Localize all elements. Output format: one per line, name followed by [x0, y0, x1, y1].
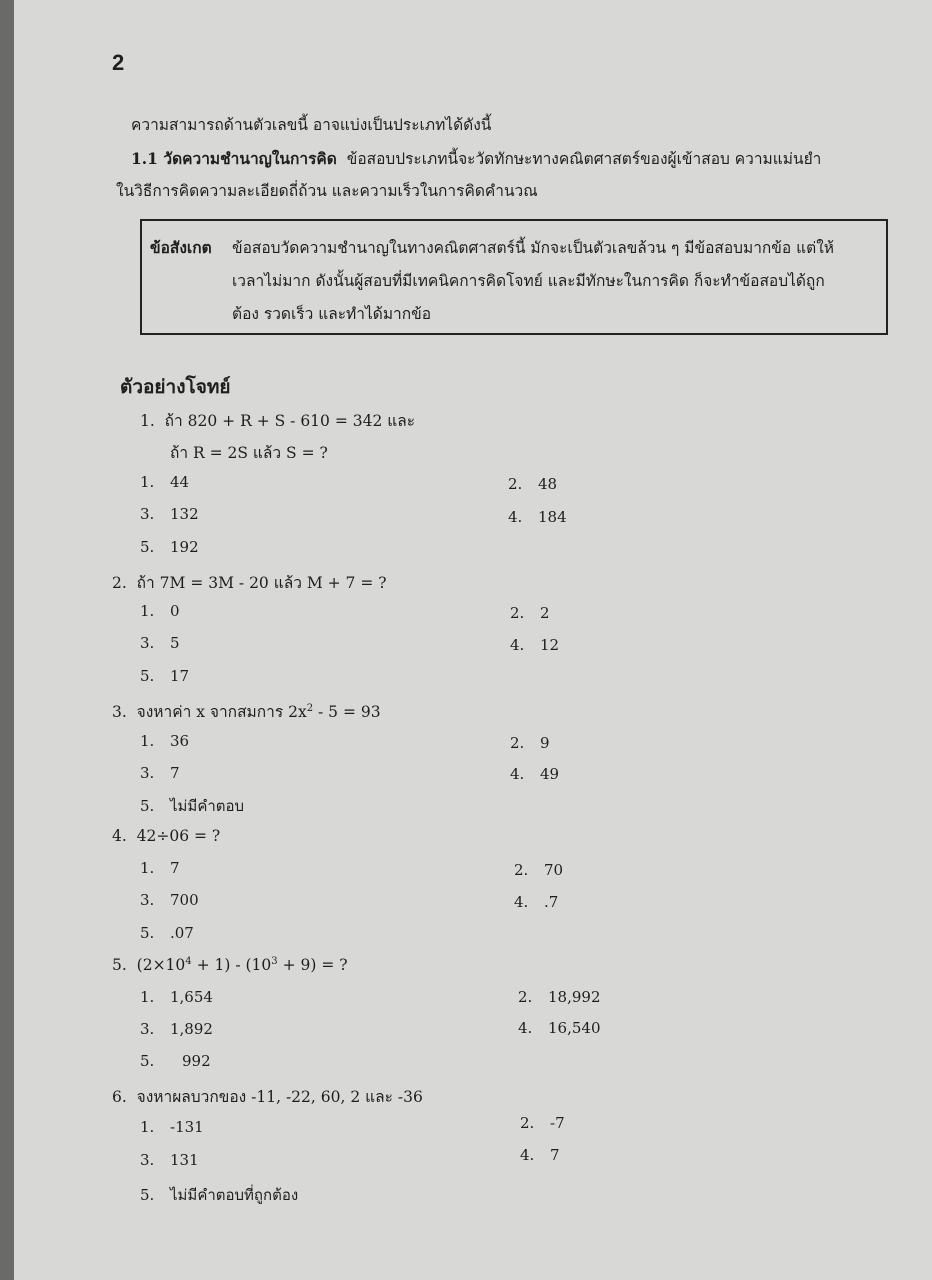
q5-option-5: 5. 992 [140, 1052, 211, 1070]
section-line1-rest: ข้อสอบประเภทนี้จะวัดทักษะทางคณิตศาสตร์ของผู้เข้าสอบ ความแม่นยำ [346, 150, 822, 168]
note-box [140, 219, 888, 335]
q5-option-3: 3. 1,892 [140, 1020, 213, 1038]
q2-option-3: 3. 5 [140, 634, 180, 652]
q2-option-2: 2. 2 [510, 604, 550, 622]
q1-option-4: 4. 184 [508, 508, 567, 526]
q6-option-5: 5. ไม่มีคำตอบที่ถูกต้อง [140, 1186, 299, 1204]
q2-option-5: 5. 17 [140, 667, 190, 685]
q2-option-4: 4. 12 [510, 636, 560, 654]
note-line-2: เวลาไม่มาก ดังนั้นผู้สอบที่มีเทคนิคการคิดโจทย์ และมีทักษะในการคิด ก็จะทำข้อสอบได้ถูก [232, 272, 825, 290]
page-number: 2 [112, 50, 125, 75]
q6-option-3: 3. 131 [140, 1151, 199, 1169]
q3-option-1: 1. 36 [140, 732, 190, 750]
question-3: 3. จงหาค่า x จากสมการ $2x^2 - 5 = 93$ [112, 702, 381, 721]
q1-option-5: 5. 192 [140, 538, 199, 556]
q3-option-3: 3. 7 [140, 764, 180, 782]
q1-option-3: 3. 132 [140, 505, 199, 523]
q4-option-2: 2. 70 [514, 861, 564, 879]
question-2: 2. ถ้า 7M = 3M - 20 แล้ว M + 7 = ? [112, 574, 387, 592]
q4-option-5: 5. .07 [140, 924, 194, 942]
q5-option-1: 1. 1,654 [140, 988, 213, 1006]
section-line-1 [131, 146, 821, 171]
book-page [14, 0, 932, 1280]
examples-heading: ตัวอย่างโจทย์ [120, 376, 231, 398]
note-label: ข้อสังเกต [150, 238, 212, 257]
question-1 [140, 408, 415, 433]
q3-option-4: 4. 49 [510, 765, 560, 783]
question-text: ถ้า 7M = 3M - 20 แล้ว M + 7 = ? [136, 574, 387, 592]
question-1-line-2: ถ้า R = 2S แล้ว S = ? [170, 444, 328, 462]
q3-option-5: 5. ไม่มีคำตอบ [140, 797, 245, 815]
q4-option-3: 3. 700 [140, 891, 199, 909]
question-4: 4. 42÷06 = ? [112, 827, 221, 845]
q4-option-4: 4. .7 [514, 893, 559, 911]
intro-text: ความสามารถด้านตัวเลขนี้ อาจแบ่งเป็นประเภทได้ดังนี้ [131, 116, 492, 134]
q5-option-2: 2. 18,992 [518, 988, 601, 1006]
question-number: 1. [140, 412, 155, 430]
question-text: ถ้า 820 + R + S - 610 = 342 และ [164, 412, 416, 430]
q4-option-1: 1. 7 [140, 859, 180, 877]
q1-option-1: 1. 44 [140, 473, 190, 491]
q5-option-4: 4. 16,540 [518, 1019, 601, 1037]
section-title: 1.1 วัดความชำนาญในการคิด [131, 149, 337, 168]
q6-option-2: 2. -7 [520, 1114, 565, 1132]
section-line-2: ในวิธีการคิดความละเอียดถี่ถ้วน และความเร็วในการคิดคำนวณ [116, 182, 538, 200]
q3-option-2: 2. 9 [510, 734, 550, 752]
note-line-3: ต้อง รวดเร็ว และทำได้มากข้อ [232, 305, 432, 323]
q6-option-1: 1. -131 [140, 1118, 204, 1136]
q6-option-4: 4. 7 [520, 1146, 560, 1164]
q2-option-1: 1. 0 [140, 602, 180, 620]
question-5: 5. $(2\times 10^4 + 1) - (10^3 + 9)$ = ? [112, 956, 348, 975]
note-line-1: ข้อสอบวัดความชำนาญในทางคณิตศาสตร์นี้ มักจะเป็นตัวเลขล้วน ๆ มีข้อสอบมากข้อ แต่ให้ [232, 239, 834, 257]
question-6: 6. จงหาผลบวกของ -11, -22, 60, 2 และ -36 [112, 1088, 423, 1106]
q1-option-2: 2. 48 [508, 475, 558, 493]
